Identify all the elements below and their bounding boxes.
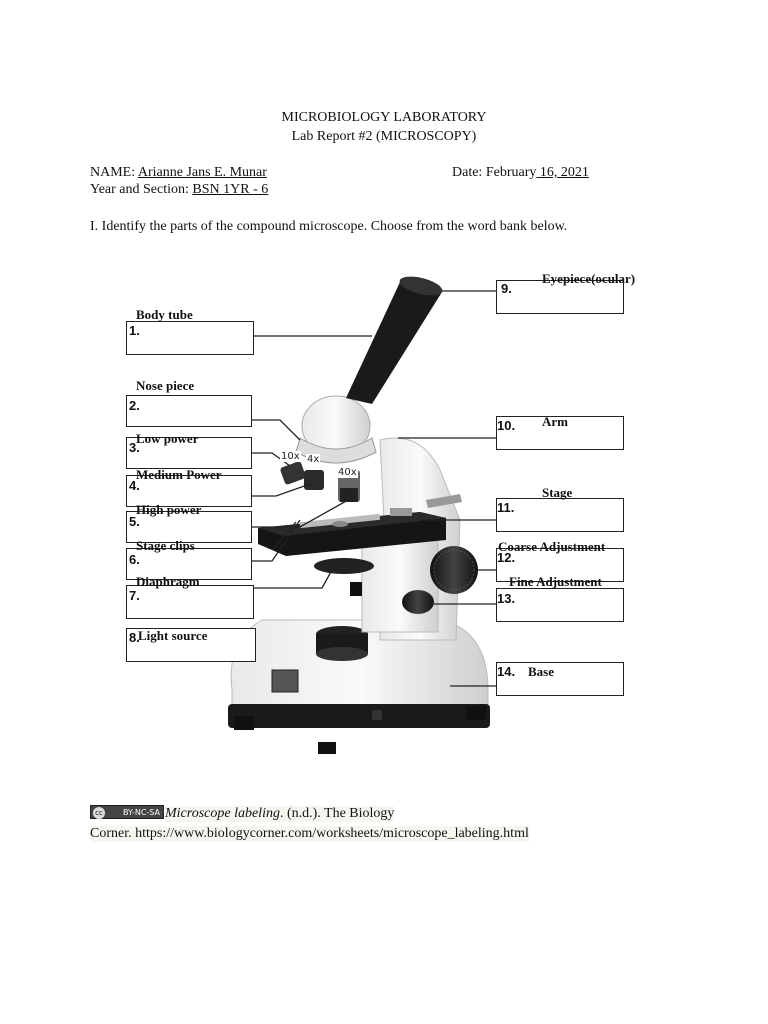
section-label: Year and Section: <box>90 182 189 197</box>
citation-title: Microscope labeling <box>165 806 280 821</box>
date-value: 16, 2021 <box>536 165 589 180</box>
answer-text-9: Eyepiece(ocular) <box>542 271 636 286</box>
label-number-10: 10. <box>497 418 516 433</box>
answer-text-14: Base <box>528 664 554 679</box>
label-number-14: 14. <box>497 664 516 679</box>
label-number-1: 1. <box>129 323 140 338</box>
answer-text-8: Light source <box>138 628 208 643</box>
answer-box-11[interactable] <box>496 498 624 532</box>
answer-box-7[interactable] <box>126 585 254 619</box>
label-number-13: 13. <box>497 591 516 606</box>
label-number-6: 6. <box>129 552 140 567</box>
name-label: NAME: <box>90 165 136 180</box>
label-number-2: 2. <box>129 398 140 413</box>
page-subtitle: Lab Report #2 (MICROSCOPY) <box>291 129 477 144</box>
section-value: BSN 1YR - 6 <box>192 182 269 197</box>
citation-line-2: Corner. https://www.biologycorner.com/worksheets/microscope_labeling.html <box>90 826 529 841</box>
label-number-9: 9. <box>501 281 512 296</box>
label-number-11: 11. <box>497 500 515 515</box>
answer-text-4: Medium Power <box>136 467 222 482</box>
page-title: MICROBIOLOGY LABORATORY <box>281 110 487 125</box>
label-number-7: 7. <box>129 588 140 603</box>
citation-line-1 <box>165 806 394 822</box>
label-number-5: 5. <box>129 514 140 529</box>
objective-medium-tag: 4x <box>307 454 320 465</box>
instruction: I. Identify the parts of the compound microscope. Choose from the word bank below. <box>90 219 568 234</box>
answer-text-11: Stage <box>542 485 573 500</box>
citation-rest: . (n.d.). The Biology <box>279 806 395 821</box>
answer-text-1: Body tube <box>136 307 193 322</box>
date-label: Date: February <box>452 165 537 180</box>
answer-box-2[interactable] <box>126 395 252 427</box>
answer-box-1[interactable] <box>126 321 254 355</box>
answer-text-3: Low power <box>136 431 199 446</box>
answer-text-6: Stage clips <box>136 538 195 553</box>
objective-high-tag: 40x <box>338 467 357 478</box>
answer-text-13: Fine Adjustment <box>509 574 602 589</box>
label-number-4: 4. <box>129 478 140 493</box>
label-number-12: 12. <box>497 550 516 565</box>
answer-text-5: High power <box>136 502 202 517</box>
label-number-3: 3. <box>129 440 140 455</box>
label-number-8: 8. <box>129 630 140 645</box>
answer-box-14[interactable] <box>496 662 624 696</box>
cc-license-badge <box>90 805 164 819</box>
answer-text-2: Nose piece <box>136 378 195 393</box>
answer-text-7: Diaphragm <box>136 574 200 589</box>
answer-text-12: Coarse Adjustment <box>498 539 606 554</box>
cc-icon: cc <box>93 807 105 819</box>
answer-text-10: Arm <box>542 414 568 429</box>
objective-low-tag: 10x <box>281 451 300 462</box>
answer-box-13[interactable] <box>496 588 624 622</box>
cc-badge-text: BY-NC-SA <box>122 808 160 817</box>
name-value: Arianne Jans E. Munar <box>137 165 267 180</box>
